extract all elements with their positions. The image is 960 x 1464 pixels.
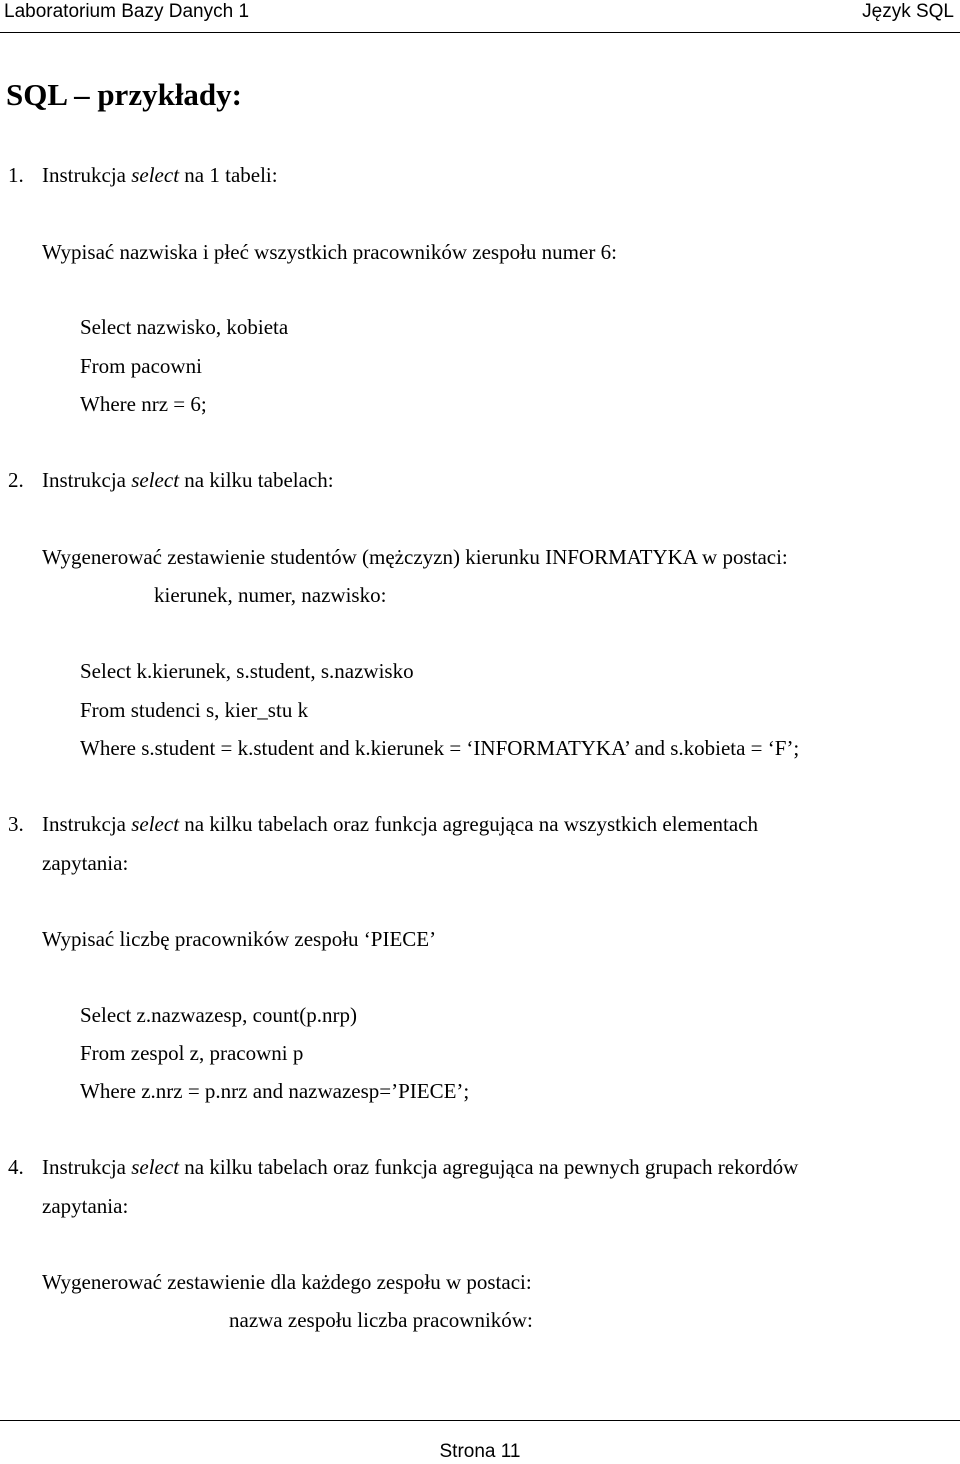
page-number: Strona 11 (439, 1441, 521, 1462)
section-3-heading-continued: zapytania: (42, 851, 129, 875)
section-3-number: 3. (8, 812, 24, 836)
section-2-code-line: From studenci s, kier_stu k (80, 698, 309, 722)
section-1-number: 1. (8, 163, 24, 187)
select-keyword: select (131, 468, 180, 492)
section-3-code-line: Select z.nazwazesp, count(p.nrp) (80, 1003, 357, 1027)
select-keyword: select (131, 163, 180, 187)
section-1-code-line: From pacowni (80, 354, 202, 378)
page-title: SQL – przykłady: (6, 77, 242, 112)
select-keyword: select (131, 812, 180, 836)
section-2-task: Wygenerować zestawienie studentów (mężczyzn) kierunku INFORMATYKA w postaci: (42, 545, 788, 569)
header-section-title: Język SQL (862, 1, 954, 22)
header-document-title: Laboratorium Bazy Danych 1 (4, 1, 250, 22)
section-2-task-continued: kierunek, numer, nazwisko: (154, 583, 387, 607)
section-3-heading: Instrukcja select na kilku tabelach oraz funkcja agregująca na wszystkich elementach (42, 812, 759, 836)
section-4-task-continued: nazwa zespołu liczba pracowników: (229, 1308, 533, 1332)
section-2-code-line: Select k.kierunek, s.student, s.nazwisko (80, 659, 414, 683)
footer-divider (0, 1420, 960, 1421)
section-1-heading: Instrukcja select na 1 tabeli: (42, 163, 278, 187)
header-divider (0, 32, 960, 33)
section-1-task: Wypisać nazwiska i płeć wszystkich pracowników zespołu numer 6: (42, 240, 617, 264)
section-2-number: 2. (8, 468, 24, 492)
section-3-code-line: From zespol z, pracowni p (80, 1041, 304, 1065)
section-1-code-line: Where nrz = 6; (80, 392, 207, 416)
section-2-code-line: Where s.student = k.student and k.kierunek = ‘INFORMATYKA’ and s.kobieta = ‘F’; (80, 736, 800, 760)
section-4-task: Wygenerować zestawienie dla każdego zespołu w postaci: (42, 1270, 532, 1294)
section-3-code-line: Where z.nrz = p.nrz and nazwazesp=’PIECE’; (80, 1079, 470, 1103)
select-keyword: select (131, 1155, 180, 1179)
section-4-number: 4. (8, 1155, 24, 1179)
section-4-heading: Instrukcja select na kilku tabelach oraz funkcja agregująca na pewnych grupach rekordów (42, 1155, 799, 1179)
section-3-task: Wypisać liczbę pracowników zespołu ‘PIECE’ (42, 927, 437, 951)
section-2-heading: Instrukcja select na kilku tabelach: (42, 468, 334, 492)
section-1-code-line: Select nazwisko, kobieta (80, 315, 289, 339)
section-4-heading-continued: zapytania: (42, 1194, 129, 1218)
